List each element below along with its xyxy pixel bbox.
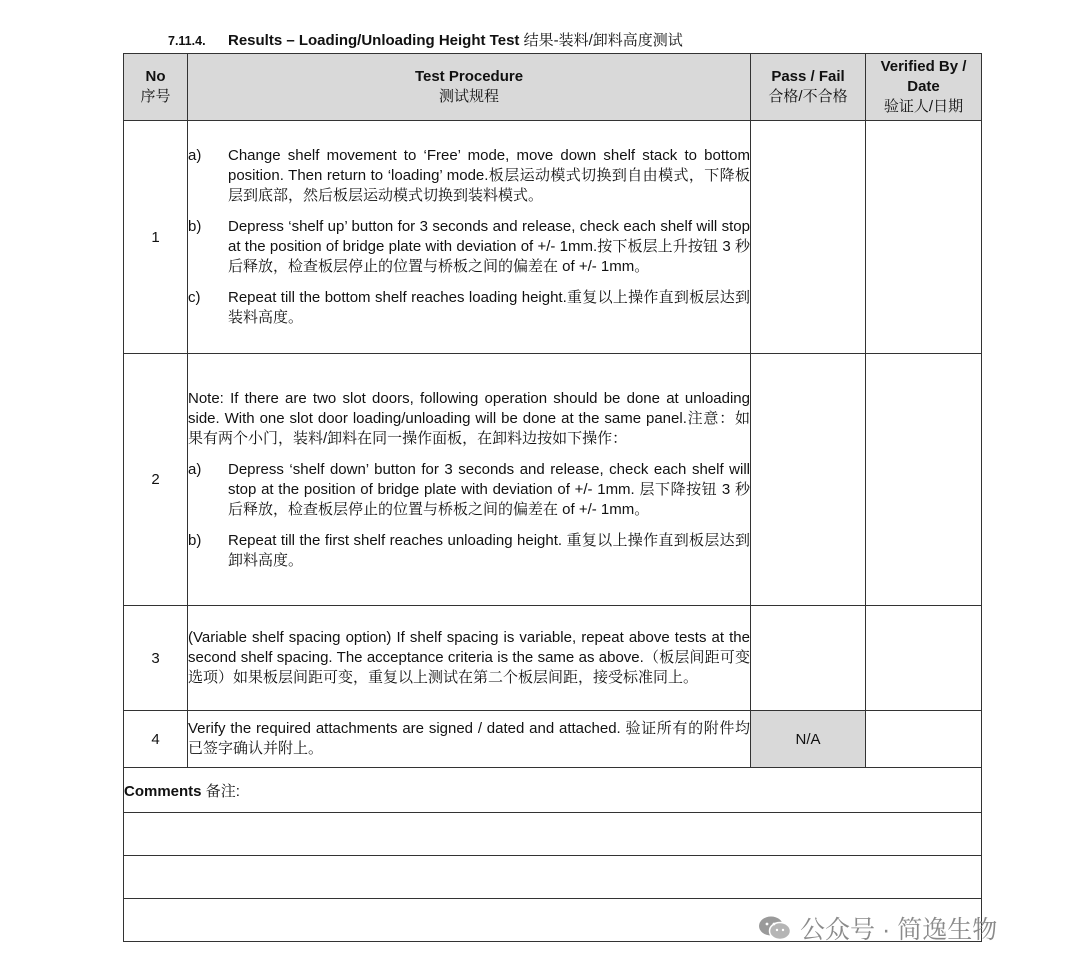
section-title-zh: 结果-装料/卸料高度测试: [523, 32, 683, 49]
procedure-cell: [188, 121, 751, 354]
row-number: 4: [124, 711, 188, 768]
verified-cell[interactable]: [866, 121, 982, 354]
comments-row: [124, 768, 982, 813]
watermark: [758, 910, 997, 946]
header-no: No 序号: [124, 54, 188, 121]
verified-cell[interactable]: [866, 711, 982, 768]
row-number: 3: [124, 606, 188, 711]
section-number: 7.11.4.: [168, 34, 206, 48]
pass-fail-cell[interactable]: N/A: [751, 711, 866, 768]
watermark-text: 公众号 · 简逸生物: [800, 916, 998, 944]
results-table: [123, 53, 982, 942]
verified-cell[interactable]: [866, 354, 982, 606]
header-verified: Verified By / Date 验证人/日期: [866, 54, 982, 121]
procedure-step: b) Repeat till the first shelf reaches unloading height. 重复以上操作直到板层达到卸料高度。: [188, 531, 750, 569]
verified-cell[interactable]: [866, 606, 982, 711]
comments-line: [124, 856, 982, 899]
procedure-step: b) Depress ‘shelf up’ button for 3 seconds and release, check each shelf will stop at the position of bridge plate with deviation of +/- 1mm.按下板层上升按钮 3 秒后释放，检查板层停止的位置与桥板之间的偏差在 of +/- 1mm。: [188, 218, 750, 275]
header-procedure: Test Procedure 测试规程: [188, 54, 751, 121]
table-row: [124, 606, 982, 711]
pass-fail-cell[interactable]: [751, 354, 866, 606]
row-number: 1: [124, 121, 188, 354]
comments-input-line[interactable]: [124, 856, 982, 899]
section-heading: [168, 29, 683, 50]
pass-fail-cell[interactable]: [751, 606, 866, 711]
comments-line: [124, 813, 982, 856]
table-row: [124, 121, 982, 354]
procedure-step: a) Change shelf movement to ‘Free’ mode, move down shelf stack to bottom position. Then return to ‘loading’ mode.板层运动模式切换到自由模式，下降板层到底部，然后板层运动模式切换到装料模式。: [188, 147, 750, 204]
procedure-cell: [188, 354, 751, 606]
procedure-cell: (Variable shelf spacing option) If shelf spacing is variable, repeat above tests at the second shelf spacing. The acceptance criteria is the same as above.（板层间距可变选项）如果板层间距可变，重复以上测试在第二个板层间距，接受标准同上。: [188, 606, 751, 711]
comments-label: Comments 备注:: [124, 768, 982, 813]
table-row: [124, 711, 982, 768]
procedure-step: a) Depress ‘shelf down’ button for 3 seconds and release, check each shelf will stop at the position of bridge plate with deviation of +/- 1mm. 层下降按钮 3 秒后释放，检查板层停止的位置与桥板之间的偏差在 of +/- 1mm。: [188, 460, 750, 518]
header-pass-fail: Pass / Fail 合格/不合格: [751, 54, 866, 121]
table-row: [124, 354, 982, 606]
section-title: Results – Loading/Unloading Height Test: [228, 32, 520, 49]
comments-input-line[interactable]: [124, 813, 982, 856]
row-number: 2: [124, 354, 188, 606]
procedure-cell: Verify the required attachments are signed / dated and attached. 验证所有的附件均已签字确认并附上。: [188, 711, 751, 768]
pass-fail-cell[interactable]: [751, 121, 866, 354]
procedure-note: Note: If there are two slot doors, following operation should be done at unloading side. With one slot door loading/unloading will be done at the same panel.注意：如果有两个小门，装料/卸料在同一操作面板，在卸料边按如下操作：: [188, 389, 750, 447]
header-row: [124, 54, 982, 121]
wechat-icon: [758, 915, 792, 941]
procedure-step: c) Repeat till the bottom shelf reaches loading height.重复以上操作直到板层达到装料高度。: [188, 289, 750, 326]
